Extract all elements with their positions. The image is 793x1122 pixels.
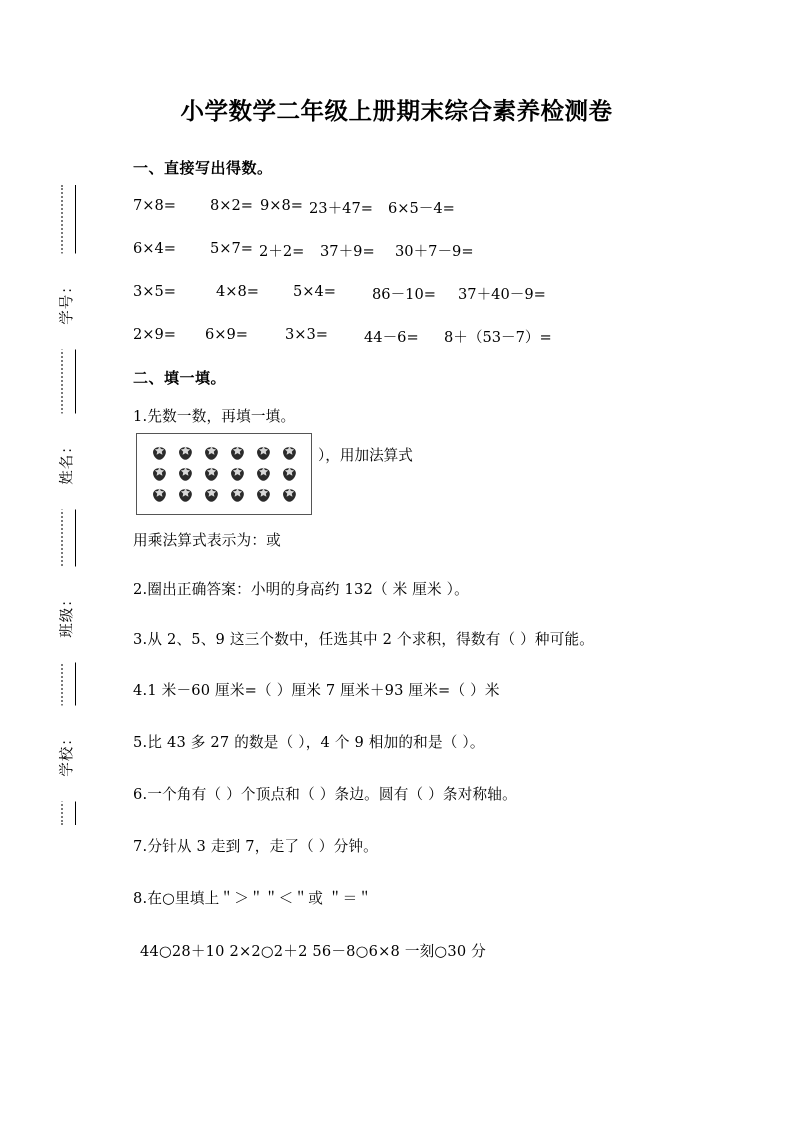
arith-item: 6×9= (205, 326, 249, 343)
question-6: 6.一个角有（ ）个顶点和（ ）条边。圆有（ ）条对称轴。 (133, 786, 517, 803)
question-3: 3.从 2、5、9 这三个数中，任选其中 2 个求积，得数有（ ）种可能。 (133, 631, 595, 648)
arith-item: 3×3= (285, 326, 329, 343)
strawberry-icon (150, 486, 169, 505)
margin-label-school: 学校： (54, 706, 79, 802)
arithmetic-row-2 (133, 240, 753, 262)
arith-item: 5×7= (210, 240, 254, 257)
margin-label-student-id: 学号： (54, 254, 79, 350)
arith-item: 23＋47= (309, 200, 373, 217)
strawberry-icon (202, 465, 221, 484)
arith-item: 4×8= (216, 283, 260, 300)
arith-item: 7×8= (133, 197, 177, 214)
arith-item: 44－6= (364, 329, 419, 346)
strawberry-icon (228, 486, 247, 505)
arith-item: 2×9= (133, 326, 177, 343)
strawberry-icon (228, 444, 247, 463)
strawberry-icon (176, 465, 195, 484)
question-1-side-text: ），用加法算式 (318, 447, 413, 464)
fruit-count-picture (136, 433, 312, 515)
strawberry-icon (254, 444, 273, 463)
arithmetic-row-1 (133, 197, 753, 219)
arithmetic-row-4 (133, 326, 753, 348)
question-5: 5.比 43 多 27 的数是（ ），4 个 9 相加的和是（ ）。 (133, 734, 485, 751)
arith-item: 8＋（53－7）= (444, 329, 552, 346)
strawberry-icon (176, 486, 195, 505)
question-2: 2.圈出正确答案：小明的身高约 132（ 米 厘米 ）。 (133, 581, 469, 598)
strawberry-icon (280, 465, 299, 484)
strawberry-icon (280, 444, 299, 463)
fruit-grid (146, 443, 302, 506)
arithmetic-row-3 (133, 283, 753, 305)
binding-margin (44, 185, 90, 825)
question-7: 7.分针从 3 走到 7，走了（ ）分钟。 (133, 838, 378, 855)
arith-item: 2＋2= (259, 243, 305, 260)
strawberry-icon (150, 444, 169, 463)
arith-item: 37＋9= (320, 243, 375, 260)
question-8-compare-row: 44○28＋10 2×2○2＋2 56－8○6×8 一刻○30 分 (140, 943, 486, 960)
strawberry-icon (254, 486, 273, 505)
page-title: 小学数学二年级上册期末综合素养检测卷 (180, 97, 613, 125)
arith-item: 5×4= (293, 283, 337, 300)
arith-item: 9×8= (260, 197, 304, 214)
question-1: 1.先数一数，再填一填。 (133, 408, 296, 425)
arith-item: 3×5= (133, 283, 177, 300)
question-8: 8.在○里填上＂＞＂＂＜＂或 ＂＝＂ (133, 890, 373, 907)
section-heading-1: 一、直接写出得数。 (133, 159, 273, 177)
strawberry-icon (150, 465, 169, 484)
strawberry-icon (280, 486, 299, 505)
arith-item: 6×5－4= (388, 200, 455, 217)
arith-item: 86－10= (372, 286, 436, 303)
strawberry-icon (176, 444, 195, 463)
strawberry-icon (254, 465, 273, 484)
strawberry-icon (202, 444, 221, 463)
question-4: 4.1 米－60 厘米=（ ）厘米 7 厘米＋93 厘米=（ ）米 (133, 682, 500, 699)
margin-label-class: 班级： (54, 567, 79, 663)
section-heading-2: 二、填一填。 (133, 369, 227, 387)
arith-item: 6×4= (133, 240, 177, 257)
arith-item: 37＋40－9= (458, 286, 546, 303)
arith-item: 30＋7－9= (395, 243, 474, 260)
strawberry-icon (202, 486, 221, 505)
question-1-subline: 用乘法算式表示为：或 (133, 532, 281, 549)
arith-item: 8×2= (210, 197, 254, 214)
strawberry-icon (228, 465, 247, 484)
margin-label-name: 姓名： (54, 414, 79, 510)
